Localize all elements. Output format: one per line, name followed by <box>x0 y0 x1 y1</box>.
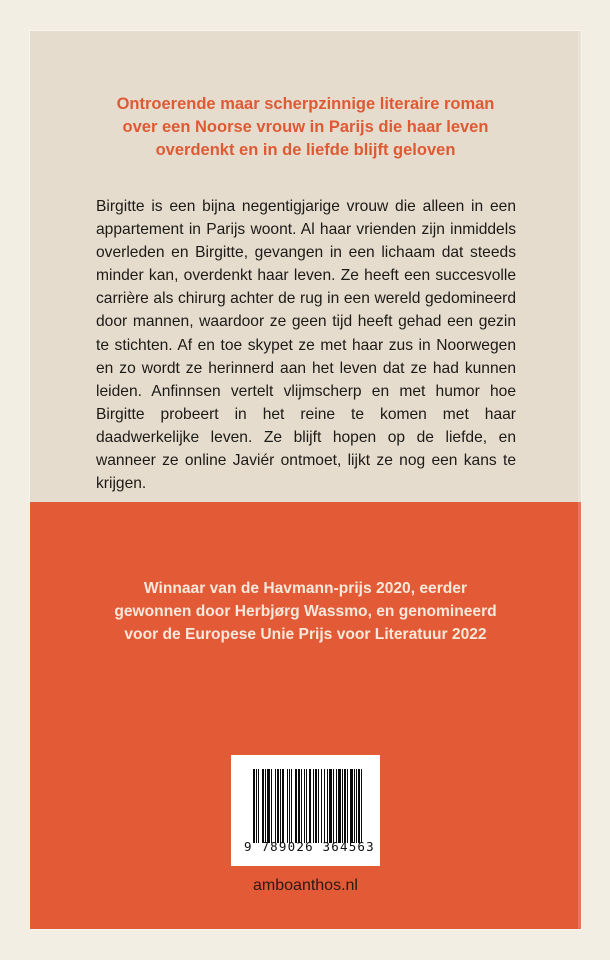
barcode-bar <box>362 769 363 843</box>
cover-spine-edge <box>578 31 581 929</box>
award-panel <box>30 502 581 929</box>
isbn-barcode <box>231 755 380 866</box>
barcode-bars <box>253 769 364 843</box>
award-line: voor de Europese Unie Prijs voor Literatuur 2022 <box>124 626 487 643</box>
publisher-website[interactable]: amboanthos.nl <box>253 877 358 894</box>
isbn-number: 9 789026 364563 <box>244 839 375 854</box>
tagline-line: overdenkt en in de liefde blijft geloven <box>155 141 456 159</box>
tagline-line: over een Noorse vrouw in Parijs die haar leven <box>122 118 489 136</box>
book-back-cover <box>30 31 581 929</box>
tagline <box>30 93 581 162</box>
award-line: gewonnen door Herbjørg Wassmo, en genomineerd <box>114 603 497 620</box>
tagline-line: Ontroerende maar scherpzinnige literaire roman <box>116 95 495 113</box>
award-text <box>30 577 581 646</box>
synopsis-text: Birgitte is een bijna negentigjarige vrouw die alleen in een appartement in Parijs woont. Al haar vrienden zijn inmiddels overleden en Birgitte, gevangen in een lichaam dat steeds minder kan, overdenkt haar leven. Ze heeft een succesvolle carrière als chirurg achter de rug in een wereld gedomineerd door mannen, waardoor ze geen tijd heeft gehad een gezin te stichten. Af en toe skypet ze met haar zus in Noorwegen en zo wordt ze herinnerd aan het leven dat ze had kunnen leiden. Anfinnsen vertelt vlijmscherp en met humor hoe Birgitte probeert in het reine te komen met haar daadwerkelijke leven. Ze blijft hopen op de liefde, en wanneer ze online Javiér ontmoet, lijkt ze nog een kans te krijgen. <box>96 198 516 493</box>
synopsis-panel <box>30 31 581 502</box>
award-line: Winnaar van de Havmann-prijs 2020, eerder <box>143 580 468 597</box>
